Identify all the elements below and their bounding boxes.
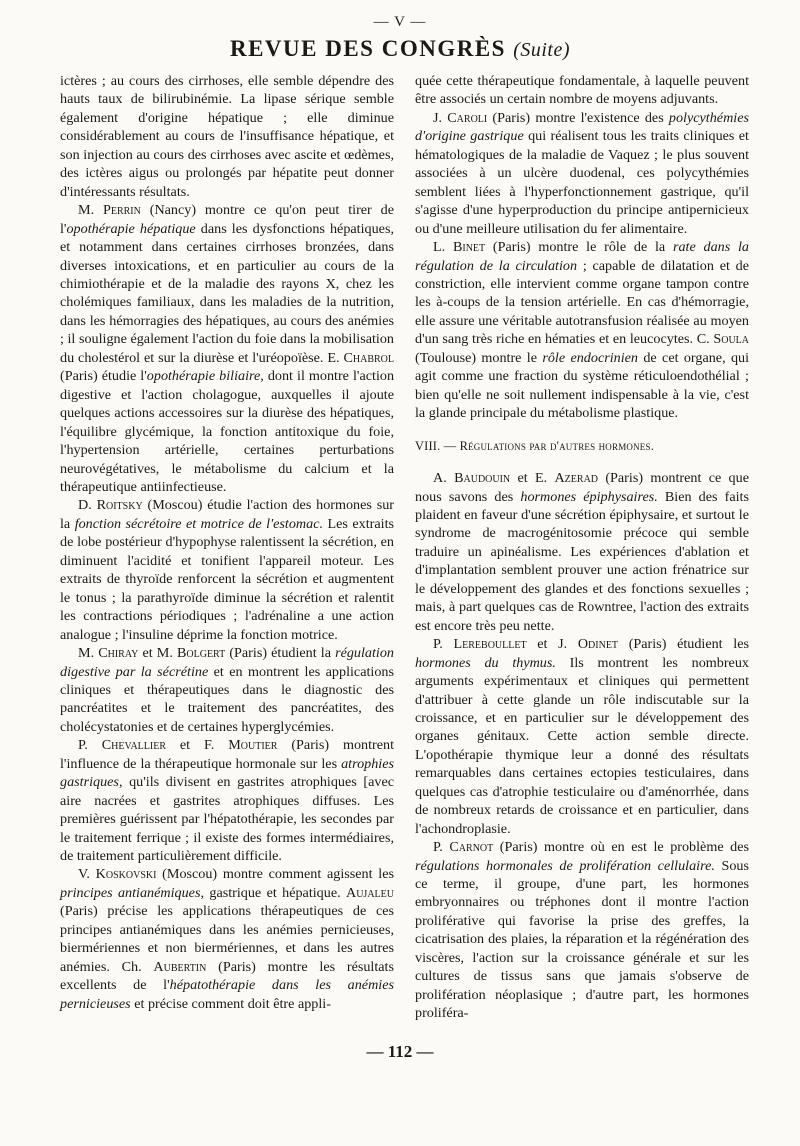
author-name: Moutier [228, 737, 278, 754]
paragraph: ictères ; au cours des cirrhoses, elle semble dépendre des hauts taux de bilirubinémie. La lipase sérique semble également d'origine hépatique ; elle diminue considérablement au cours de l'insuffisance hépatique, et son injection au cours des cirrhoses avec ascite et œdèmes, des ictères aigus ou prolongés par hépatite peut donner d'intéressants résultats. [60, 73, 394, 200]
section-number: VIII. — [415, 438, 460, 453]
text: (Moscou) montre comment agissent les [156, 866, 394, 883]
text: P. [433, 839, 450, 856]
folio: — V — [373, 14, 427, 30]
paragraph: quée cette thérapeutique fondamentale, à laquelle peuvent être associés un certain nombre de moyens adjuvants. [415, 73, 749, 108]
text: et M. [138, 645, 177, 662]
text: (Paris) montrent ce que nous savons des [415, 470, 749, 505]
topic-italic: fonction sécrétoire et motrice de l'estomac. [74, 515, 324, 532]
author-name: Lereboullet [453, 636, 527, 653]
text: (Paris) montre le rôle de la [485, 239, 673, 256]
section-title: Régulations par d'autres hormones. [459, 438, 654, 453]
topic-italic: hormones du thymus. [415, 654, 556, 671]
text: et E. [510, 470, 555, 487]
text: et précise comment doit être appli- [130, 995, 331, 1012]
text: (Paris) précise les applications thérapeutiques de ces principes antianémiques dans les anémies pernicieuses, biermériennes et non biermériennes, et dans les autres anémies. Ch. [60, 903, 394, 975]
paragraph [60, 736, 394, 865]
text: P. [78, 737, 102, 754]
author-name: Aubertin [153, 958, 207, 975]
text: , gastrique et hépatique. [200, 884, 346, 901]
text: M. [78, 202, 103, 219]
author-name: Bolgert [176, 645, 226, 662]
text: D. [78, 497, 97, 514]
paragraph [415, 838, 749, 1023]
paragraph [60, 496, 394, 644]
text: Bien des faits plaident en faveur d'une sécrétion épiphysaire, et surtout le syndrome de macrogénitosomie précoce qui semble traduire un apinéalisme. Les expériences d'ablation et d'implantation semblent prouver une action frénatrice sur le développement des glandes et des fonctions sexuelles ; mais, à part quelques cas de Rowntree, l'action des extraits est encore très peu nette. [415, 488, 749, 634]
text: L. [433, 239, 453, 256]
topic-italic: hépatothérapie dans les anémies pernicieuses [60, 977, 394, 1012]
author-name: Odinet [577, 636, 619, 653]
author-name: Chabrol [343, 349, 394, 366]
author-name: Carnot [449, 839, 494, 856]
text: ; capable de dilatation et de constriction, elle intervient comme organe tampon contre les à-coups de la tension artérielle. En cas d'hémorragie, elle assure une véritable autotransfusion réalisée au moyen d'un sang très riche en hématies et en leucocytes. C. [415, 257, 749, 348]
text: et J. [526, 636, 578, 653]
author-name: Aujaleu [346, 884, 394, 901]
author-name: Soula [713, 331, 749, 348]
paragraph [60, 865, 394, 1013]
left-column [60, 72, 394, 1013]
text: de cet organe, qui agit comme une fraction du système réticuloendothélial ; bien qu'elle ne soit nullement indispensable à la vie, c'est la glande principale du métabolisme plastique. [415, 349, 750, 422]
text: J. [433, 109, 448, 126]
paragraph [415, 238, 749, 423]
author-name: Baudouin [454, 470, 511, 487]
topic-italic: régulations hormonales de prolifération cellulaire. [415, 857, 715, 874]
text: V. [78, 866, 96, 883]
author-name: Roitsky [96, 497, 143, 514]
text: M. [78, 645, 99, 662]
text: , qu'ils divisent en gastrites atrophiques [avec aire nacrées et gastrites atrophiques diffuses. Les premières guérissent par l'hépatothérapie, les secondes par le traitement ferrique ; il existe des formes intermédiaires, de traitement particulièrement difficile. [60, 774, 394, 865]
text: et en montrent les applications cliniques et thérapeutiques dans le diagnostic des pancréatites et le traitement des pancréatites, des cholécystatonies et de certaines hyperglycémies. [60, 663, 394, 735]
header-title: REVUE DES CONGRÈS [229, 36, 506, 61]
topic-italic: rôle endocrinien [542, 349, 639, 366]
author-name: Azerad [554, 470, 599, 487]
topic-italic: hormones épiphysaires. [520, 488, 658, 505]
paragraph [60, 201, 394, 496]
paragraph [60, 644, 394, 736]
paragraph [415, 469, 749, 635]
right-column [415, 72, 749, 1023]
text: (Paris) étudient les [618, 636, 749, 653]
author-name: Perrin [102, 202, 141, 219]
topic-italic: principes antianémiques [60, 884, 201, 901]
text: (Paris) étudie l' [60, 368, 147, 385]
text: , dont il montre l'action digestive et l'action cholagogue, auxquelles il ajoute quelques actions accessoires sur la diurèse des hépatiques, l'équilibre glycémique, la fonction antitoxique du foie, l'hypertension artérielle, certaines perturbations neurovégétatives, le métabolisme du calcium et la thérapeutique antiinfectieuse. [60, 368, 395, 495]
topic-italic: opothérapie hépatique [66, 220, 196, 237]
text: A. [433, 470, 455, 487]
topic-italic: opothérapie biliaire [146, 368, 261, 385]
paragraph [415, 109, 749, 238]
topic-italic: atrophies gastriques [60, 755, 394, 791]
author-name: Chiray [98, 645, 139, 662]
text: Sous ce terme, il groupe, d'une part, les hormones embryonnaires ou tréphones dont il montre l'action proliférative qui favorise la prise des greffes, la cicatrisation des plaies, la réparation et la régénération des viscères, l'action sur la croissance générale et sur les cultures de tissus sans que jamais s'observe de prolifération néoplasique ; d'autre part, les hormones proliféra- [415, 857, 749, 1022]
text: qui réalisent tous les traits cliniques et hématologiques de la maladie de Vaquez ; le plus souvent associées à un ulcère duodenal, ces polycythémies semblent liées à l'hyperfonctionnement gastrique, qu'il s'agisse d'une hyperproduction du principe antipernicieux ou d'une meilleure utilisation du fer alimentaire. [415, 128, 749, 237]
section-heading [415, 437, 749, 455]
text: Ils montrent les nombreux arguments expérimentaux et cliniques qui permettent d'attribuer à cette glande un rôle indiscutable sur la croissance, et en particulier sur le développement des organes génitaux. Cette action semble directe. L'opothérapie thymique leur a donné des résultats remarquables dans certaines ectopies testiculaires, dans quelques cas d'atrophie testiculaire ou d'aménorrhée, dans de nombreux retards de croissance et en particulier, dans l'achondroplasie. [415, 654, 749, 837]
text: (Paris) montrent l'influence de la thérapeutique hormonale sur les [60, 737, 395, 772]
paragraph [415, 635, 749, 838]
header-suite: (Suite) [513, 39, 571, 61]
topic-italic: rate dans la régulation de la circulation [415, 239, 749, 274]
text: dans les dysfonctions hépatiques, et notamment dans certaines cirrhoses bronzées, dans diverses intoxications, et en particulier au cours de la chimiothérapie et de la maladie des rayons X, chez les cholémiques familiaux, dans les maladies de la nutrition, dans les hémorragies des hépatiques, au cours des anémies ; il souligne également l'action du foie dans la mobilisation du cholestérol et sur la diurèse et l'uréopoïèse. E. [60, 220, 394, 366]
text: (Toulouse) montre le [415, 349, 543, 366]
text: (Moscou) étudie l'action des hormones sur la [60, 497, 394, 532]
author-name: Chevallier [101, 737, 166, 754]
text: (Paris) étudient la [225, 645, 336, 662]
text: (Paris) montre l'existence des [487, 109, 669, 126]
page-number: — 112 — [366, 1042, 434, 1061]
text: (Paris) montre où en est le problème des [493, 839, 749, 856]
topic-italic: polycythémies d'origine gastrique [415, 109, 749, 145]
author-name: Koskovski [95, 866, 157, 883]
text: P. [433, 636, 454, 653]
author-name: Caroli [447, 109, 488, 126]
topic-italic: régulation digestive par la sécrétine [60, 645, 394, 680]
text: et F. [166, 737, 229, 754]
text: (Nancy) montre ce qu'on peut tirer de l' [60, 202, 394, 237]
text: (Paris) montre les résultats excellents de l' [60, 958, 394, 994]
text: Les extraits de lobe postérieur d'hypophyse ralentissent la sécrétion, en diminuent l'acidité et tonifient l'appareil moteur. Les extraits de thyroïde renforcent la sécrétion et augmentent le tonus ; la parathyroïde diminue la sécrétion et ralentit les contractions périodiques ; l'adrénaline a une action analogue ; l'insuline déprime la fonction motrice. [60, 515, 395, 643]
running-header [0, 36, 800, 62]
author-name: Binet [452, 239, 486, 256]
